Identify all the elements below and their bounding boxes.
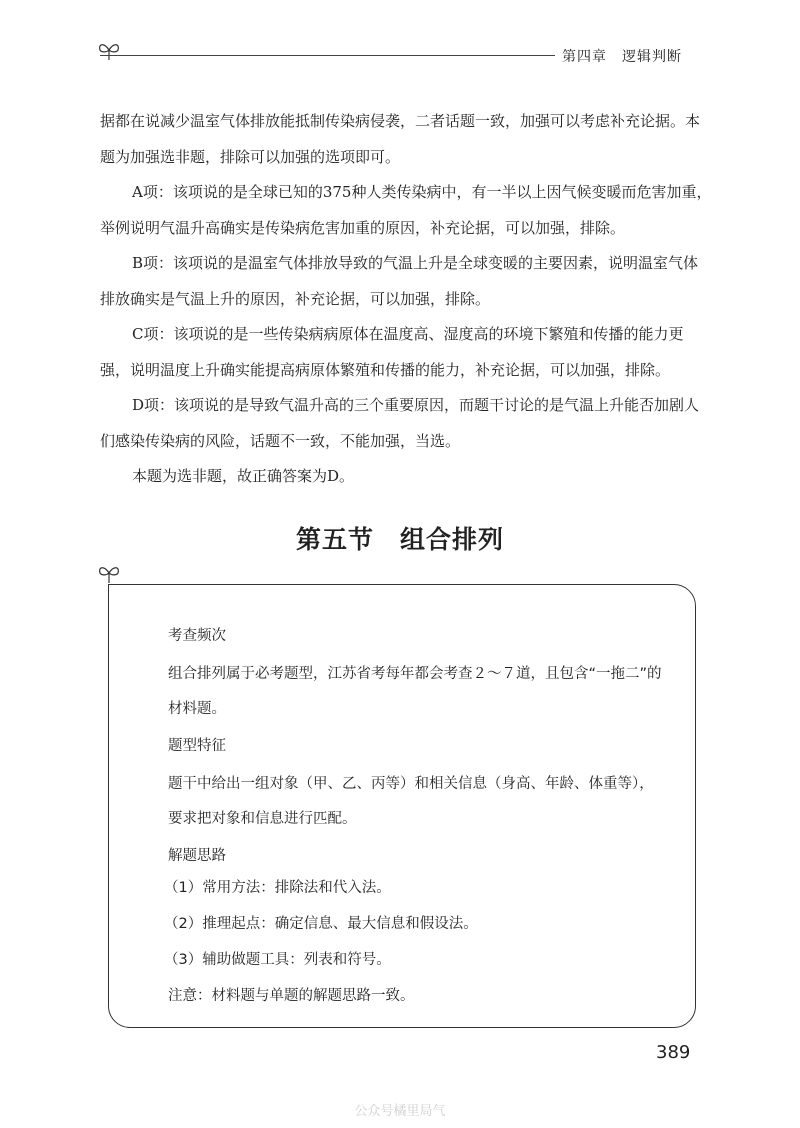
- sprout-icon: [96, 563, 122, 585]
- box-item-1: （1）常用方法：排除法和代入法。: [164, 880, 391, 896]
- sprout-icon: [96, 40, 122, 62]
- paragraph-conclusion: 本题为选非题，故正确答案为D。: [132, 467, 355, 485]
- box-heading-frequency: 考查频次: [168, 628, 226, 644]
- box-heading-approach: 解题思路: [168, 848, 226, 864]
- paragraph-option-b: B项：该项说的是温室气体排放导致的气温上升是全球变暖的主要因素，说明温室气体排放确实是气温上升的原因，补充论据，可以加强，排除。: [100, 254, 699, 308]
- box-paragraph-features: 题干中给出一组对象（甲、乙、丙等）和相关信息（身高、年龄、体重等），要求把对象和信息进行匹配。: [168, 776, 654, 827]
- box-heading-features: 题型特征: [168, 738, 226, 754]
- paragraph-intro: 据都在说减少温室气体排放能抵制传染病侵袭，二者话题一致，加强可以考虑补充论据。本题为加强选非题，排除可以加强的选项即可。: [100, 112, 701, 166]
- info-box-content: [164, 625, 668, 1021]
- box-item-3: （3）辅助做题工具：列表和符号。: [164, 952, 391, 968]
- box-paragraph-frequency: 组合排列属于必考题型，江苏省考每年都会考查２～７道，且包含“一拖二”的材料题。: [168, 666, 662, 717]
- box-note: 注意：材料题与单题的解题思路一致。: [168, 988, 415, 1004]
- explanation-block: [100, 104, 712, 495]
- header-rule: [100, 55, 555, 56]
- paragraph-option-a: A项：该项说的是全球已知的375种人类传染病中，有一半以上因气候变暖而危害加重，举例说明气温升高确实是传染病危害加重的原因，补充论据，可以加强，排除。: [100, 183, 712, 237]
- page-number: 389: [656, 1042, 691, 1063]
- section-title: 第五节 组合排列: [295, 525, 504, 554]
- watermark: 公众号橘里局气: [354, 1104, 446, 1119]
- paragraph-option-c: C项：该项说的是一些传染病病原体在温度高、湿度高的环境下繁殖和传播的能力更强，说明温度上升确实能提高病原体繁殖和传播的能力，补充论据，可以加强，排除。: [100, 325, 684, 379]
- paragraph-option-d: D项：该项说的是导致气温升高的三个重要原因，而题干讨论的是气温上升能否加剧人们感染传染病的风险，话题不一致，不能加强，当选。: [100, 396, 700, 450]
- chapter-title: 第四章 逻辑判断: [562, 49, 682, 65]
- box-item-2: （2）推理起点：确定信息、最大信息和假设法。: [164, 916, 478, 932]
